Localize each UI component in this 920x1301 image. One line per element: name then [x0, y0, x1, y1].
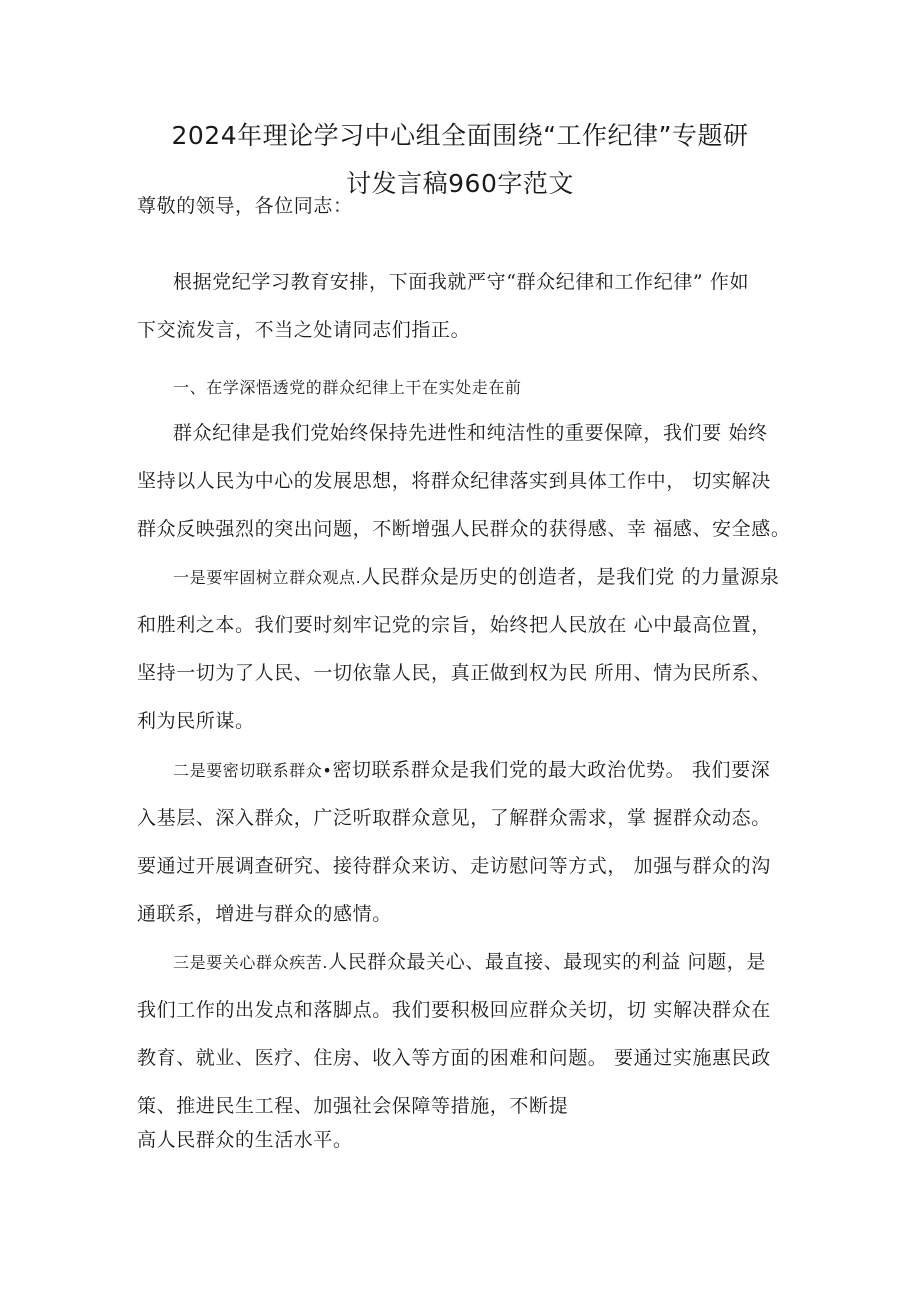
point3-line-1: [173, 947, 766, 974]
point2-line-3: 要通过开展调查研究、接待群众来访、走访慰问等方式， 加强与群众的沟: [137, 855, 771, 877]
point1-line-4: 利为民所谋。: [137, 710, 255, 732]
point2-lead: 二是要密切联系群众•: [173, 761, 333, 780]
point1-line-2: 和胜利之本。我们要时刻牢记党的宗旨，始终把人民放在 心中最高位置，: [137, 614, 771, 636]
intro-line-2: 下交流发言，不当之处请同志们指正。: [137, 319, 471, 341]
point3-line-4: 策、推进民生工程、加强社会保障等措施，不断提: [137, 1095, 569, 1117]
point1-text-1: 人民群众是历史的创造者，是我们党 的力量源泉: [361, 566, 780, 588]
point3-line-2: 我们工作的出发点和落脚点。我们要积极回应群众关切，切 实解决群众在: [137, 999, 771, 1021]
point3-line-5: 高人民群众的生活水平。: [137, 1129, 353, 1151]
salutation: 尊敬的领导，各位同志：: [137, 195, 353, 217]
title-line-1: 2024年理论学习中心组全面围绕“工作纪律”专题研: [171, 121, 749, 150]
point2-line-2: 入基层、深入群众，广泛听取群众意见，了解群众需求，掌 握群众动态。: [137, 807, 771, 829]
point3-lead: 三是要关心群众疾苦.: [173, 953, 329, 972]
section-heading: 一、在学深悟透党的群众纪律上干在实处走在前: [173, 378, 522, 397]
point1-lead: 一是要牢固树立群众观点.: [173, 568, 362, 587]
point2-line-1: [173, 755, 770, 782]
point1-line-3: 坚持一切为了人民、一切依靠人民，真正做到权为民 所用、情为民所系、: [137, 662, 771, 684]
intro-line-1: 根据党纪学习教育安排，下面我就严守“群众纪律和工作纪律” 作如: [173, 271, 750, 293]
section-para-line-1: 群众纪律是我们党始终保持先进性和纯洁性的重要保障，我们要 始终: [173, 422, 768, 444]
point1-line-1: [173, 562, 780, 589]
section-para-line-3: 群众反映强烈的突出问题，不断增强人民群众的获得感、幸 福感、安全感。: [137, 518, 791, 540]
title-line-2: 讨发言稿960字范文: [346, 169, 574, 198]
point2-line-4: 通联系，增进与群众的感情。: [137, 903, 392, 925]
point2-text-1: 密切联系群众是我们党的最大政治优势。 我们要深: [332, 759, 771, 781]
section-para-line-2: 坚持以人民为中心的发展思想，将群众纪律落实到具体工作中， 切实解决: [137, 470, 771, 492]
point3-line-3: 教育、就业、医疗、住房、收入等方面的困难和问题。 要通过实施惠民政: [137, 1047, 771, 1069]
point3-text-1: 人民群众最关心、最直接、最现实的利益 问题，是: [328, 951, 766, 973]
